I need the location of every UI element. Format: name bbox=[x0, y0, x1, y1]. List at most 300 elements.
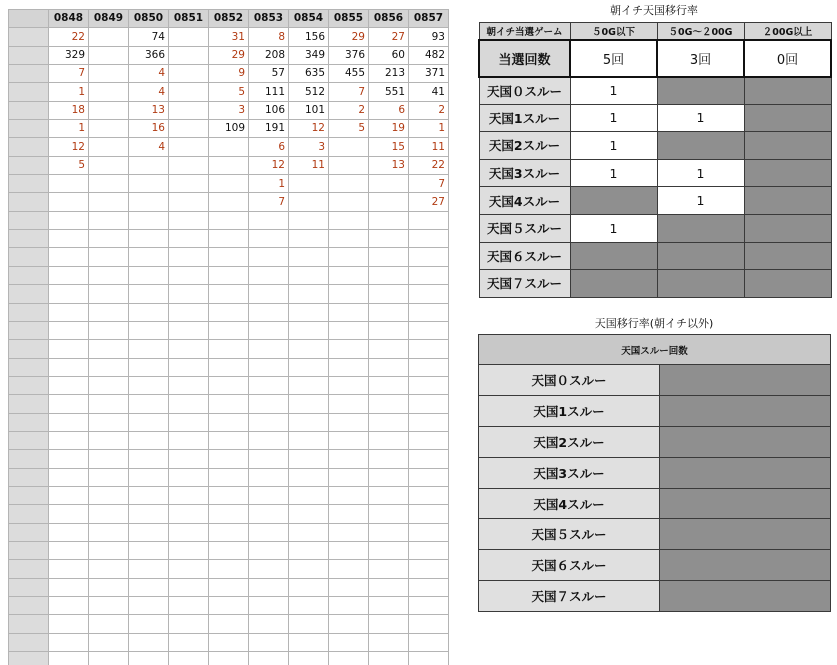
grid-cell bbox=[289, 560, 329, 578]
shaded-cell bbox=[660, 457, 831, 488]
grid-cell bbox=[129, 486, 169, 504]
grid-cell bbox=[129, 285, 169, 303]
grid-cell: 349 bbox=[289, 46, 329, 64]
grid-cell bbox=[369, 285, 409, 303]
table-row bbox=[479, 395, 831, 426]
grid-cell bbox=[409, 266, 449, 284]
grid-cell bbox=[129, 358, 169, 376]
grid-cell bbox=[209, 468, 249, 486]
grid-cell bbox=[89, 431, 129, 449]
grid-cell bbox=[209, 285, 249, 303]
grid-cell bbox=[129, 541, 169, 559]
grid-cell bbox=[89, 340, 129, 358]
grid-cell bbox=[329, 523, 369, 541]
grid-cell bbox=[129, 413, 169, 431]
grid-cell bbox=[289, 486, 329, 504]
grid-cell bbox=[369, 230, 409, 248]
grid-cell: 11 bbox=[409, 138, 449, 156]
row-header bbox=[9, 450, 49, 468]
grid-cell bbox=[169, 560, 209, 578]
grid-cell bbox=[329, 541, 369, 559]
grid-cell bbox=[49, 431, 89, 449]
grid-cell bbox=[289, 597, 329, 615]
grid-cell bbox=[129, 175, 169, 193]
grid-cell: 29 bbox=[329, 28, 369, 46]
table-row bbox=[9, 28, 449, 46]
grid-cell bbox=[249, 376, 289, 394]
grid-cell bbox=[369, 633, 409, 651]
table-row bbox=[9, 138, 449, 156]
table1-header-cell: ２00G以上 bbox=[744, 23, 831, 40]
grid-cell bbox=[369, 505, 409, 523]
grid-cell bbox=[209, 652, 249, 665]
grid-cell bbox=[329, 615, 369, 633]
summary-value: 3回 bbox=[657, 40, 744, 77]
shaded-cell bbox=[657, 132, 744, 160]
row-label: 天国3スルー bbox=[479, 457, 660, 488]
table-row bbox=[479, 214, 831, 242]
grid-cell: 6 bbox=[369, 101, 409, 119]
table-row bbox=[479, 519, 831, 550]
grid-cell bbox=[209, 266, 249, 284]
grid-cell bbox=[409, 486, 449, 504]
table-row bbox=[9, 46, 449, 64]
grid-cell bbox=[169, 523, 209, 541]
grid-cell bbox=[249, 486, 289, 504]
table-row bbox=[9, 505, 449, 523]
grid-cell bbox=[169, 156, 209, 174]
table-row bbox=[9, 321, 449, 339]
grid-cell bbox=[169, 175, 209, 193]
grid-cell: 156 bbox=[289, 28, 329, 46]
grid-cell bbox=[209, 138, 249, 156]
grid-cell bbox=[49, 413, 89, 431]
grid-cell bbox=[129, 230, 169, 248]
grid-cell: 5 bbox=[49, 156, 89, 174]
table-row bbox=[9, 340, 449, 358]
grid-cell bbox=[49, 395, 89, 413]
row-label: 天国６スルー bbox=[479, 242, 570, 270]
grid-cell bbox=[209, 340, 249, 358]
grid-cell bbox=[129, 468, 169, 486]
grid-cell bbox=[89, 83, 129, 101]
grid-cell bbox=[169, 211, 209, 229]
grid-cell bbox=[129, 303, 169, 321]
grid-cell bbox=[249, 578, 289, 596]
tengoku-table bbox=[478, 334, 831, 612]
grid-cell bbox=[209, 486, 249, 504]
grid-cell bbox=[329, 230, 369, 248]
grid-cell bbox=[329, 248, 369, 266]
grid-cell bbox=[169, 230, 209, 248]
grid-cell bbox=[89, 468, 129, 486]
count-cell: 1 bbox=[657, 159, 744, 187]
grid-cell bbox=[249, 633, 289, 651]
row-header bbox=[9, 431, 49, 449]
grid-cell bbox=[89, 578, 129, 596]
row-label: 天国1スルー bbox=[479, 395, 660, 426]
grid-cell bbox=[289, 266, 329, 284]
grid-cell bbox=[369, 523, 409, 541]
table2-header-row bbox=[479, 335, 831, 365]
grid-cell bbox=[369, 395, 409, 413]
grid-cell bbox=[249, 541, 289, 559]
grid-cell: 27 bbox=[409, 193, 449, 211]
grid-cell bbox=[329, 486, 369, 504]
grid-cell bbox=[249, 285, 289, 303]
grid-cell bbox=[209, 505, 249, 523]
shaded-cell bbox=[657, 270, 744, 298]
grid-cell bbox=[169, 615, 209, 633]
grid-cell bbox=[329, 652, 369, 665]
table-row bbox=[9, 431, 449, 449]
shaded-cell bbox=[660, 365, 831, 396]
grid-cell bbox=[249, 211, 289, 229]
grid-cell bbox=[89, 65, 129, 83]
grid-cell bbox=[89, 321, 129, 339]
shaded-cell bbox=[657, 214, 744, 242]
grid-cell: 371 bbox=[409, 65, 449, 83]
grid-cell bbox=[249, 266, 289, 284]
grid-cell bbox=[89, 450, 129, 468]
grid-cell bbox=[289, 633, 329, 651]
grid-cell bbox=[209, 633, 249, 651]
grid-cell bbox=[249, 248, 289, 266]
table-row bbox=[9, 413, 449, 431]
grid-cell: 57 bbox=[249, 65, 289, 83]
grid-cell: 366 bbox=[129, 46, 169, 64]
table-row bbox=[479, 77, 831, 105]
grid-cell bbox=[169, 450, 209, 468]
grid-cell bbox=[289, 541, 329, 559]
table-row bbox=[9, 83, 449, 101]
grid-cell bbox=[329, 175, 369, 193]
summary-value: 5回 bbox=[570, 40, 657, 77]
shaded-cell bbox=[570, 270, 657, 298]
row-header bbox=[9, 28, 49, 46]
grid-cell bbox=[409, 413, 449, 431]
grid-cell bbox=[289, 413, 329, 431]
grid-cell: 27 bbox=[369, 28, 409, 46]
grid-cell bbox=[249, 597, 289, 615]
grid-cell bbox=[329, 138, 369, 156]
grid-cell bbox=[49, 230, 89, 248]
grid-cell bbox=[329, 450, 369, 468]
grid-cell bbox=[169, 633, 209, 651]
row-label: 天国3スルー bbox=[479, 159, 570, 187]
grid-cell bbox=[409, 230, 449, 248]
grid-cell: 5 bbox=[209, 83, 249, 101]
grid-cell bbox=[329, 505, 369, 523]
grid-cell bbox=[289, 285, 329, 303]
table-row bbox=[479, 270, 831, 298]
grid-cell bbox=[209, 303, 249, 321]
grid-cell: 7 bbox=[49, 65, 89, 83]
grid-cell bbox=[89, 523, 129, 541]
table-row bbox=[9, 175, 449, 193]
count-cell: 1 bbox=[570, 159, 657, 187]
grid-cell bbox=[209, 156, 249, 174]
grid-cell bbox=[369, 193, 409, 211]
shaded-cell bbox=[660, 488, 831, 519]
grid-cell bbox=[49, 633, 89, 651]
table-row bbox=[479, 187, 831, 215]
row-header bbox=[9, 358, 49, 376]
grid-cell bbox=[169, 101, 209, 119]
grid-cell bbox=[89, 541, 129, 559]
grid-cell bbox=[129, 615, 169, 633]
grid-cell bbox=[129, 431, 169, 449]
table-row bbox=[479, 426, 831, 457]
row-header bbox=[9, 560, 49, 578]
grid-cell bbox=[129, 156, 169, 174]
grid-cell: 6 bbox=[249, 138, 289, 156]
grid-cell bbox=[409, 248, 449, 266]
row-label: 天国4スルー bbox=[479, 187, 570, 215]
shaded-cell bbox=[744, 270, 831, 298]
grid-cell bbox=[329, 560, 369, 578]
shaded-cell bbox=[744, 104, 831, 132]
grid-cell bbox=[209, 541, 249, 559]
grid-cell bbox=[129, 211, 169, 229]
grid-header bbox=[9, 10, 449, 28]
grid-cell bbox=[49, 248, 89, 266]
grid-cell bbox=[289, 321, 329, 339]
grid-cell bbox=[369, 450, 409, 468]
table1-header-cell: ５0G以下 bbox=[570, 23, 657, 40]
table-row bbox=[479, 488, 831, 519]
grid-cell: 7 bbox=[329, 83, 369, 101]
grid-cell: 3 bbox=[289, 138, 329, 156]
grid-cell bbox=[49, 468, 89, 486]
row-header bbox=[9, 523, 49, 541]
shaded-cell bbox=[744, 242, 831, 270]
column-header: 0855 bbox=[329, 10, 369, 28]
grid-cell: 213 bbox=[369, 65, 409, 83]
grid-cell bbox=[169, 46, 209, 64]
row-header bbox=[9, 597, 49, 615]
grid-cell bbox=[89, 28, 129, 46]
grid-cell: 106 bbox=[249, 101, 289, 119]
grid-cell: 4 bbox=[129, 83, 169, 101]
table-row bbox=[9, 597, 449, 615]
grid-cell bbox=[89, 248, 129, 266]
table-row bbox=[9, 468, 449, 486]
grid-cell bbox=[409, 505, 449, 523]
grid-cell bbox=[329, 303, 369, 321]
grid-cell: 13 bbox=[129, 101, 169, 119]
grid-cell bbox=[209, 193, 249, 211]
grid-cell bbox=[329, 597, 369, 615]
grid-cell: 22 bbox=[409, 156, 449, 174]
grid-cell bbox=[409, 303, 449, 321]
grid-cell bbox=[329, 321, 369, 339]
grid-cell: 551 bbox=[369, 83, 409, 101]
grid-cell bbox=[369, 541, 409, 559]
grid-cell bbox=[289, 211, 329, 229]
grid-cell: 29 bbox=[209, 46, 249, 64]
shaded-cell bbox=[744, 214, 831, 242]
grid-cell bbox=[289, 505, 329, 523]
row-header bbox=[9, 101, 49, 119]
grid-cell bbox=[89, 633, 129, 651]
grid-cell bbox=[169, 358, 209, 376]
grid-cell bbox=[49, 175, 89, 193]
grid-cell bbox=[209, 597, 249, 615]
grid-cell bbox=[369, 248, 409, 266]
count-cell: 1 bbox=[657, 187, 744, 215]
table-row bbox=[9, 120, 449, 138]
count-cell: 1 bbox=[570, 104, 657, 132]
row-header bbox=[9, 193, 49, 211]
grid-cell bbox=[249, 652, 289, 665]
grid-cell bbox=[49, 285, 89, 303]
grid-cell bbox=[89, 395, 129, 413]
grid-cell: 329 bbox=[49, 46, 89, 64]
grid-cell bbox=[409, 615, 449, 633]
grid-cell bbox=[169, 468, 209, 486]
shaded-cell bbox=[744, 159, 831, 187]
grid-cell bbox=[329, 156, 369, 174]
grid-cell bbox=[209, 560, 249, 578]
grid-cell bbox=[49, 523, 89, 541]
grid-cell bbox=[289, 431, 329, 449]
grid-cell bbox=[129, 652, 169, 665]
grid-cell bbox=[249, 303, 289, 321]
table1-header-cell: 朝イチ当選ゲーム bbox=[479, 23, 570, 40]
grid-cell bbox=[89, 101, 129, 119]
grid-cell: 31 bbox=[209, 28, 249, 46]
grid-cell bbox=[409, 321, 449, 339]
summary-row bbox=[479, 40, 831, 77]
table-row bbox=[9, 156, 449, 174]
table-row bbox=[9, 65, 449, 83]
grid-cell bbox=[89, 230, 129, 248]
grid-cell bbox=[249, 560, 289, 578]
grid-cell bbox=[169, 83, 209, 101]
grid-cell: 74 bbox=[129, 28, 169, 46]
grid-cell bbox=[49, 340, 89, 358]
grid-cell: 455 bbox=[329, 65, 369, 83]
grid-cell bbox=[409, 431, 449, 449]
grid-cell: 101 bbox=[289, 101, 329, 119]
shaded-cell bbox=[657, 77, 744, 105]
grid-cell bbox=[289, 468, 329, 486]
data-grid bbox=[8, 9, 449, 665]
grid-corner bbox=[9, 10, 49, 28]
table-row bbox=[9, 230, 449, 248]
grid-cell bbox=[209, 175, 249, 193]
grid-cell: 3 bbox=[209, 101, 249, 119]
grid-cell bbox=[409, 597, 449, 615]
grid-cell bbox=[249, 505, 289, 523]
grid-cell bbox=[129, 523, 169, 541]
grid-cell bbox=[89, 211, 129, 229]
row-header bbox=[9, 468, 49, 486]
grid-cell bbox=[169, 340, 209, 358]
shaded-cell bbox=[570, 187, 657, 215]
grid-cell bbox=[209, 230, 249, 248]
grid-cell bbox=[49, 560, 89, 578]
column-header: 0854 bbox=[289, 10, 329, 28]
grid-cell bbox=[49, 303, 89, 321]
grid-cell bbox=[369, 340, 409, 358]
table-row bbox=[9, 541, 449, 559]
grid-cell bbox=[169, 541, 209, 559]
row-label: 天国０スルー bbox=[479, 77, 570, 105]
count-cell: 1 bbox=[657, 104, 744, 132]
grid-cell: 9 bbox=[209, 65, 249, 83]
row-header bbox=[9, 376, 49, 394]
count-cell: 1 bbox=[570, 214, 657, 242]
grid-cell bbox=[89, 615, 129, 633]
table-row bbox=[9, 193, 449, 211]
grid-cell bbox=[129, 376, 169, 394]
grid-cell: 13 bbox=[369, 156, 409, 174]
grid-cell bbox=[289, 340, 329, 358]
grid-cell bbox=[369, 560, 409, 578]
grid-cell bbox=[129, 560, 169, 578]
grid-cell: 111 bbox=[249, 83, 289, 101]
grid-cell: 109 bbox=[209, 120, 249, 138]
grid-cell: 1 bbox=[409, 120, 449, 138]
grid-cell bbox=[169, 597, 209, 615]
row-header bbox=[9, 321, 49, 339]
grid-cell: 19 bbox=[369, 120, 409, 138]
row-header bbox=[9, 541, 49, 559]
table-row bbox=[9, 578, 449, 596]
table2-title: 天国移行率(朝イチ以外) bbox=[594, 317, 714, 330]
grid-cell bbox=[49, 358, 89, 376]
grid-cell bbox=[209, 395, 249, 413]
column-header: 0857 bbox=[409, 10, 449, 28]
grid-cell: 7 bbox=[249, 193, 289, 211]
column-header: 0852 bbox=[209, 10, 249, 28]
row-header bbox=[9, 615, 49, 633]
table-row bbox=[9, 652, 449, 665]
grid-cell bbox=[89, 120, 129, 138]
shaded-cell bbox=[657, 242, 744, 270]
grid-cell bbox=[89, 652, 129, 665]
grid-cell bbox=[369, 413, 409, 431]
row-header bbox=[9, 65, 49, 83]
row-label: 天国７スルー bbox=[479, 581, 660, 612]
grid-cell bbox=[169, 578, 209, 596]
grid-cell bbox=[209, 321, 249, 339]
grid-cell bbox=[169, 65, 209, 83]
grid-cell bbox=[289, 175, 329, 193]
grid-cell bbox=[129, 248, 169, 266]
grid-cell bbox=[169, 505, 209, 523]
table1-title: 朝イチ天国移行率 bbox=[610, 4, 698, 17]
row-label: 天国７スルー bbox=[479, 270, 570, 298]
grid-cell: 2 bbox=[329, 101, 369, 119]
grid-cell bbox=[49, 652, 89, 665]
table-row bbox=[9, 303, 449, 321]
count-cell: 1 bbox=[570, 132, 657, 160]
grid-cell bbox=[169, 28, 209, 46]
grid-cell bbox=[49, 578, 89, 596]
grid-cell bbox=[49, 266, 89, 284]
grid-cell bbox=[409, 541, 449, 559]
table-row bbox=[9, 615, 449, 633]
grid-cell bbox=[329, 358, 369, 376]
grid-cell: 208 bbox=[249, 46, 289, 64]
grid-cell bbox=[89, 193, 129, 211]
grid-cell bbox=[409, 285, 449, 303]
grid-cell bbox=[249, 230, 289, 248]
grid-cell bbox=[249, 468, 289, 486]
